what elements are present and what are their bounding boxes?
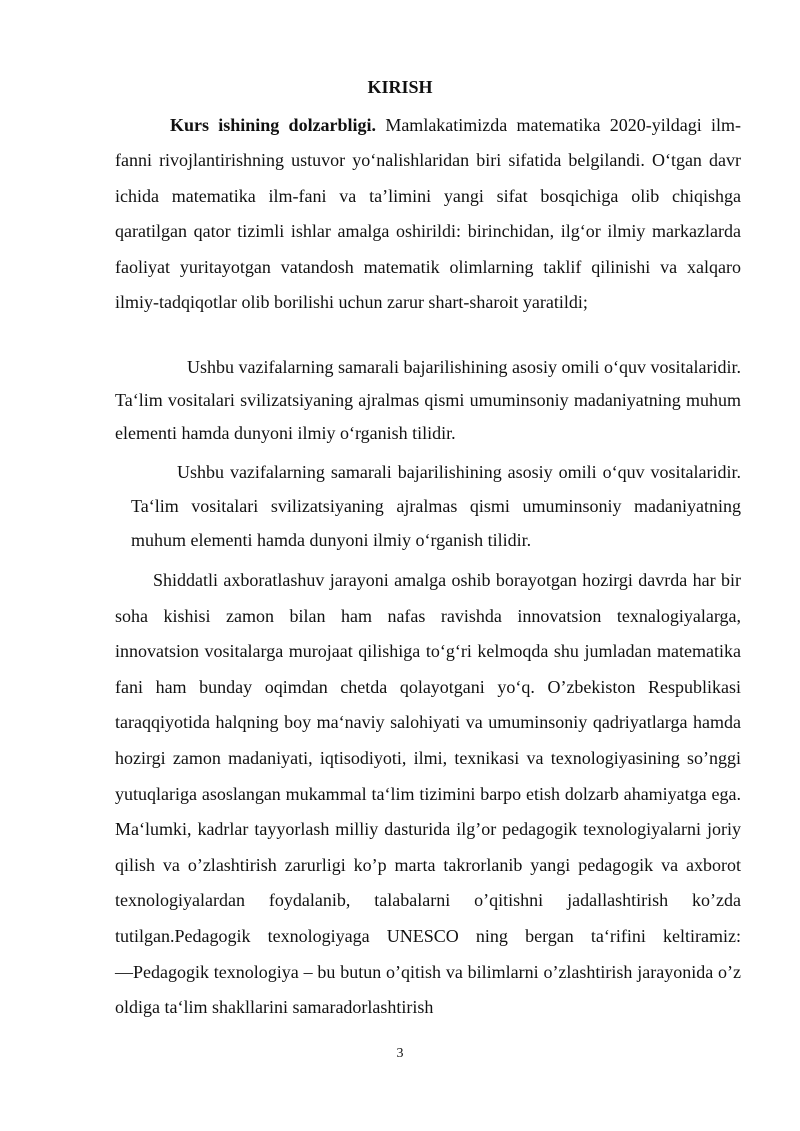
body-paragraph-3	[131, 455, 741, 557]
paragraph-text: Shiddatli axboratlashuv jarayoni amalga oshib borayotgan hozirgi davrda har bir soha kishisi zamon bilan ham nafas ravishda innovatsion texnalogiyalarga, innovatsion vositalarga murojaat qilishiga to‘g‘ri kelmoqda shu jumladan matematika fani ham bunday oqimdan chetda qolayotgani yo‘q. O’zbekiston Respublikasi taraqqiyotida halqning boy ma‘naviy salohiyati va umuminsoniy qadriyatlarga hamda hozirgi zamon madaniyati, iqtisodiyoti, ilmi, texnikasi va texnologiyasining so’nggi yutuqlariga asoslangan mukammal ta‘lim tizimini barpo etish dolzarb ahamiyatga ega. Ma‘lumki, kadrlar tayyorlash milliy dasturida ilg’or pedagogik texnologiyalarni joriy qilish va o’zlashtirish zarurligi ko’p marta takrorlanib yangi pedagogik va axborot texnologiyalardan foydalanib, talabalarni o’qitishni jadallashtirish ko’zda tutilgan.Pedagogik texnologiyaga UNESCO ning bergan ta‘rifini keltiramiz: ―Pedagogik texnologiya – bu butun o’qitish va bilimlarni o’zlashtirish jarayonida o’z oldiga ta‘lim shakllarini samaradorlashtirish	[115, 570, 741, 1018]
body-paragraph-4	[115, 563, 741, 1026]
page-title: KIRISH	[367, 77, 433, 97]
paragraph-text: Ushbu vazifalarning samarali bajarilishining asosiy omili o‘quv vositalaridir. Ta‘lim vositalari svilizatsiyaning ajralmas qismi umuminsoniy madaniyatning muhum elementi hamda dunyoni ilmiy o‘rganish tilidir.	[131, 462, 741, 550]
page-number: 3	[396, 1046, 404, 1061]
paragraph-lead: Kurs ishining dolzarbligi.	[170, 115, 377, 135]
intro-paragraph	[115, 108, 741, 320]
body-paragraph-2	[115, 351, 741, 450]
paragraph-text: Mamlakatimizda matematika 2020-yildagi ilm-fanni rivojlantirishning ustuvor yo‘nalishlaridan biri sifatida belgilandi. O‘tgan davr ichida matematika ilm-fani va ta’limini yangi sifat bosqichiga olib chiqishga qaratilgan qator tizimli ishlar amalga oshirildi: birinchidan, ilg‘or ilmiy markazlarda faoliyat yuritayotgan vatandosh matematik olimlarning taklif qilinishi va xalqaro ilmiy-tadqiqotlar olib borilishi uchun zarur shart-sharoit yaratildi;	[115, 115, 741, 313]
paragraph-text: Ushbu vazifalarning samarali bajarilishining asosiy omili o‘quv vositalaridir. Ta‘lim vositalari svilizatsiyaning ajralmas qismi umuminsoniy madaniyatning muhum elementi hamda dunyoni ilmiy o‘rganish tilidir.	[115, 357, 741, 443]
